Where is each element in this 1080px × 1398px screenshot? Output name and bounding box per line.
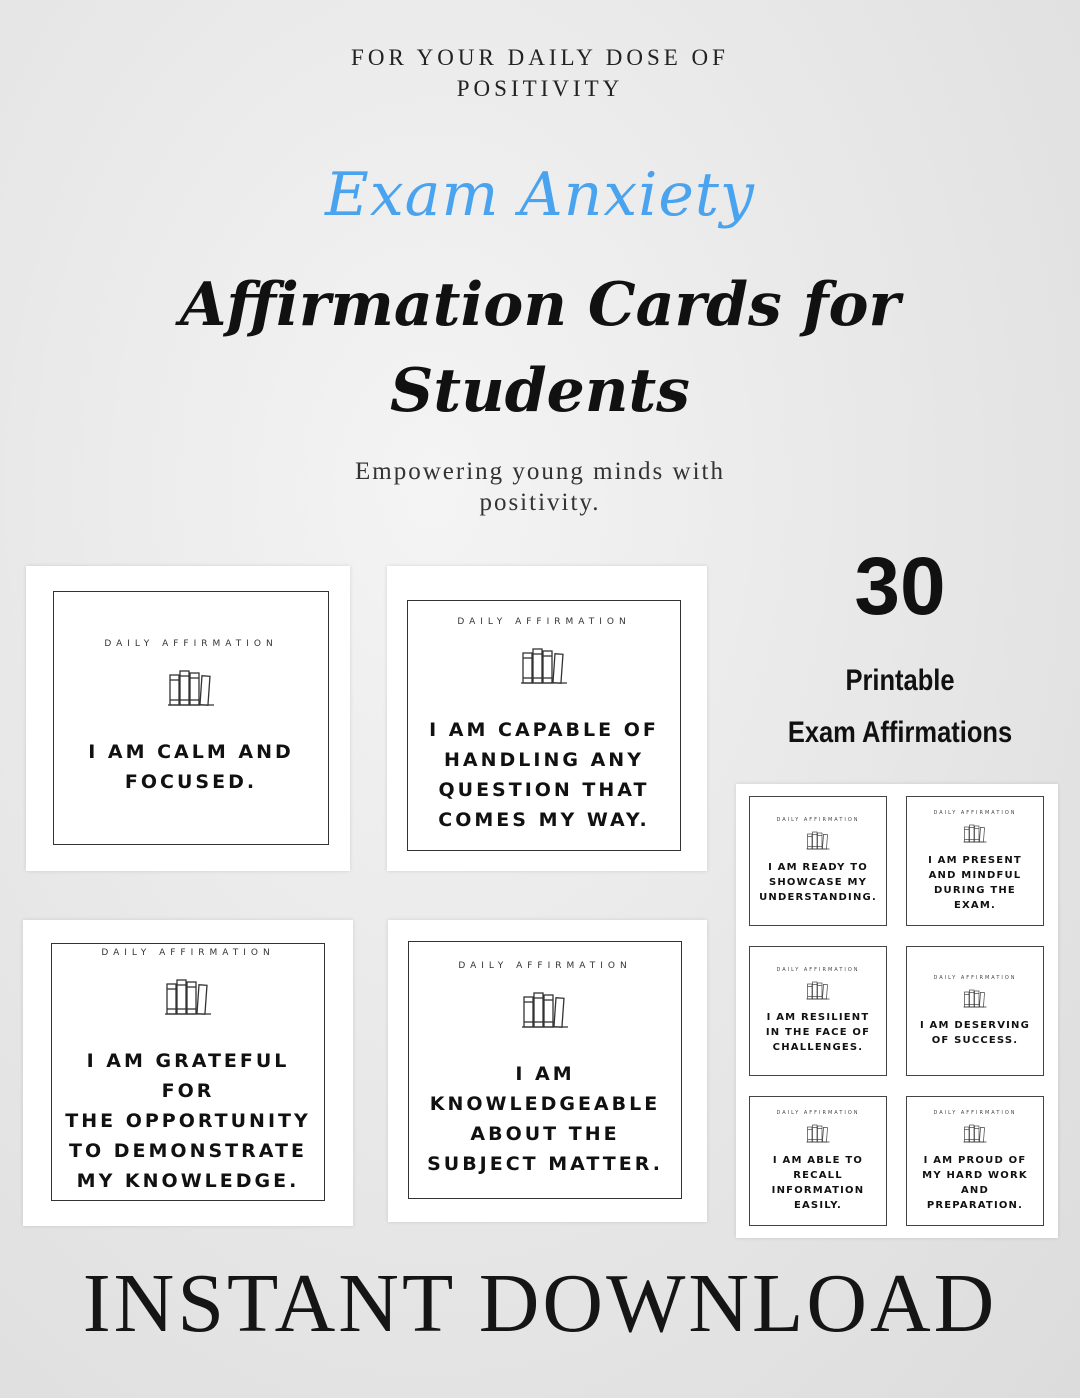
small-card-3 xyxy=(749,946,887,1076)
books-icon xyxy=(167,667,215,707)
card-text-line: AND xyxy=(960,1184,989,1196)
affirmation-card-4 xyxy=(388,920,707,1222)
books-icon xyxy=(521,989,569,1029)
card-text-line: CHALLENGES. xyxy=(772,1042,864,1053)
card-text-line: EXAM. xyxy=(953,899,996,911)
card-text xyxy=(419,1059,671,1179)
card-label: DAILY AFFIRMATION xyxy=(933,974,1017,981)
card-text-line: COMES MY WAY. xyxy=(438,808,650,831)
card-label: DAILY AFFIRMATION xyxy=(776,1109,860,1116)
subtitle-line2: positivity. xyxy=(479,489,601,516)
card-label: DAILY AFFIRMATION xyxy=(776,967,860,973)
instant-download-banner: INSTANT DOWNLOAD xyxy=(82,1257,998,1350)
small-card-2 xyxy=(906,796,1044,926)
tagline-line1: FOR YOUR DAILY DOSE OF xyxy=(351,45,729,70)
card-text-line: I AM CAPABLE OF xyxy=(429,718,659,741)
books-icon xyxy=(806,830,830,850)
title-line1: Affirmation Cards for xyxy=(179,270,901,340)
small-card-4 xyxy=(906,946,1044,1076)
card-label: DAILY AFFIRMATION xyxy=(776,817,860,823)
card-count: 30 xyxy=(854,541,946,632)
affirmation-card-3 xyxy=(23,920,353,1226)
card-frame xyxy=(51,943,325,1201)
card-text-line: THE OPPORTUNITY xyxy=(65,1110,311,1132)
card-text-line: OF SUCCESS. xyxy=(931,1034,1019,1046)
card-text-line: EASILY. xyxy=(793,1199,843,1211)
card-text-line: SUBJECT MATTER. xyxy=(427,1153,663,1175)
card-text-line: MY KNOWLEDGE. xyxy=(76,1170,300,1192)
promo-exam-affirmations: Exam Affirmations xyxy=(787,716,1013,749)
card-text xyxy=(768,1153,869,1213)
books-icon xyxy=(963,823,987,843)
card-text-line: MY HARD WORK xyxy=(922,1169,1028,1181)
card-text-line: I AM READY TO xyxy=(768,862,868,873)
affirmation-card-2 xyxy=(387,566,707,871)
subtitle xyxy=(0,456,1080,518)
card-text-line: KNOWLEDGEABLE xyxy=(429,1093,661,1115)
card-label: DAILY AFFIRMATION xyxy=(458,961,632,971)
card-text xyxy=(755,860,881,905)
small-card-6 xyxy=(906,1096,1044,1226)
card-text-line: PREPARATION. xyxy=(926,1199,1024,1211)
card-text-line: I AM PROUD OF xyxy=(923,1154,1027,1166)
title-main xyxy=(0,262,1080,434)
small-card-1 xyxy=(749,796,887,926)
card-text-line: TO DEMONSTRATE xyxy=(69,1140,307,1162)
card-text xyxy=(762,1010,874,1055)
small-card-5 xyxy=(749,1096,887,1226)
card-text-line: IN THE FACE OF xyxy=(765,1027,871,1038)
books-icon xyxy=(806,980,830,1000)
affirmation-card-1 xyxy=(26,566,350,871)
card-text-line: I AM CALM AND xyxy=(88,741,294,763)
card-frame xyxy=(53,591,329,845)
card-text-line: ABOUT THE xyxy=(470,1123,620,1145)
card-text-line: HANDLING ANY xyxy=(444,748,644,771)
promo-printable: Printable xyxy=(845,664,955,697)
card-text-line: I AM PRESENT xyxy=(928,854,1022,866)
card-text-line: SHOWCASE MY xyxy=(768,877,868,888)
subtitle-line1: Empowering young minds with xyxy=(355,458,725,485)
card-text-line: I AM xyxy=(515,1063,575,1085)
card-label: DAILY AFFIRMATION xyxy=(933,809,1017,816)
books-icon xyxy=(806,1123,830,1143)
card-label: DAILY AFFIRMATION xyxy=(933,1109,1017,1116)
card-text-line: AND MINDFUL xyxy=(928,869,1022,881)
title-exam-anxiety: Exam Anxiety xyxy=(325,160,755,230)
card-text-line: UNDERSTANDING. xyxy=(759,892,877,903)
tagline xyxy=(0,42,1080,104)
small-cards-panel xyxy=(736,784,1058,1238)
card-text xyxy=(421,715,667,835)
card-text-line: I AM GRATEFUL FOR xyxy=(86,1050,290,1102)
title-line2: Students xyxy=(390,356,690,426)
books-icon xyxy=(963,988,987,1008)
card-text-line: INFORMATION xyxy=(771,1184,865,1196)
books-icon xyxy=(164,976,212,1016)
books-icon xyxy=(963,1123,987,1143)
card-text-line: I AM RESILIENT xyxy=(766,1012,870,1023)
card-text-line: I AM DESERVING xyxy=(919,1019,1031,1031)
card-text xyxy=(52,1046,324,1196)
card-frame xyxy=(407,600,681,851)
card-text-line: FOCUSED. xyxy=(124,771,258,793)
books-icon xyxy=(520,645,568,685)
card-text-line: DURING THE xyxy=(934,884,1016,896)
card-frame xyxy=(408,941,682,1199)
card-text-line: QUESTION THAT xyxy=(438,778,650,801)
card-label: DAILY AFFIRMATION xyxy=(104,639,278,649)
card-text xyxy=(918,1153,1032,1213)
tagline-line2: POSITIVITY xyxy=(456,76,624,101)
card-label: DAILY AFFIRMATION xyxy=(457,616,631,627)
card-label: DAILY AFFIRMATION xyxy=(101,948,275,958)
card-text xyxy=(916,1018,1034,1048)
card-text xyxy=(924,853,1026,913)
card-text xyxy=(80,737,302,797)
card-text-line: I AM ABLE TO xyxy=(772,1154,864,1166)
card-text-line: RECALL xyxy=(793,1169,843,1181)
